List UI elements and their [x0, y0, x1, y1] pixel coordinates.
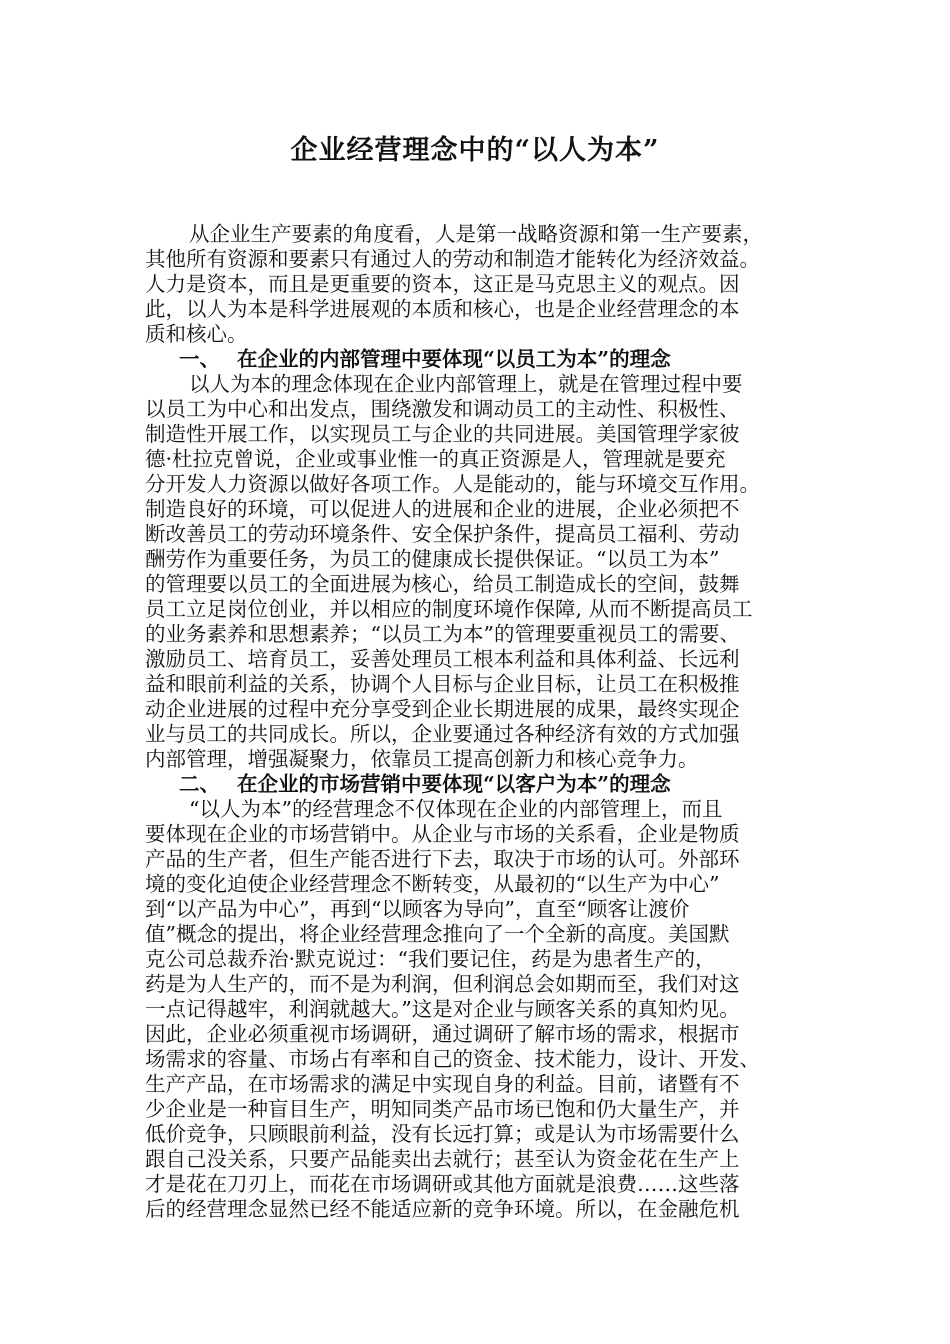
body-text-line: 的管理要以员工的全面进展为核心，给员工制造成长的空间，鼓舞 [145, 572, 740, 596]
body-text-line: 内部管理，增强凝聚力，依靠员工提高创新力和核心竞争力。 [145, 747, 699, 771]
body-text-line: 要体现在企业的市场营销中。从企业与市场的关系看，企业是物质 [145, 822, 740, 846]
body-text-line: 境的变化迫使企业经营理念不断转变，从最初的“以生产为中心” [145, 872, 720, 896]
body-text-line: 药是为人生产的，而不是为利润，但利润总会如期而至，我们对这 [145, 972, 740, 996]
body-text-line: 到“以产品为中心”，再到“以顾客为导向”，直至“顾客让渡价 [145, 897, 690, 921]
body-text-line: 克公司总裁乔治·默克说过：“我们要记住，药是为患者生产的， [145, 947, 716, 971]
body-text-line: 从企业生产要素的角度看，人是第一战略资源和第一生产要素， [189, 222, 763, 246]
body-text-line: 后的经营理念显然已经不能适应新的竞争环境。所以，在金融危机 [145, 1197, 740, 1221]
body-text-line: 员工立足岗位创业，并以相应的制度环境作保障, 从而不断提高员工 [145, 597, 753, 621]
body-text-line: 值”概念的提出，将企业经营理念推向了一个全新的高度。美国默 [145, 922, 730, 946]
body-text-line: 低价竞争，只顾眼前利益，没有长远打算；或是认为市场需要什么 [145, 1122, 740, 1146]
body-text-line: 其他所有资源和要素只有通过人的劳动和制造才能转化为经济效益。 [145, 247, 760, 271]
body-text-line: 一点记得越牢，利润就越大。”这是对企业与顾客关系的真知灼见。 [145, 997, 740, 1021]
body-text-line: 动企业进展的过程中充分享受到企业长期进展的成果，最终实现企 [145, 697, 740, 721]
body-text-line: 业与员工的共同成长。所以，企业要通过各种经济有效的方式加强 [145, 722, 740, 746]
document-title: 企业经营理念中的“以人为本” [290, 135, 660, 166]
body-text-line: 因此，企业必须重视市场调研，通过调研了解市场的需求，根据市 [145, 1022, 740, 1046]
body-text-line: 以人为本的理念体现在企业内部管理上，就是在管理过程中要 [189, 372, 743, 396]
body-text-line: 以员工为中心和出发点，围绕激发和调动员工的主动性、积极性、 [145, 397, 740, 421]
body-text-line: 质和核心。 [145, 322, 248, 346]
body-text-line: 分开发人力资源以做好各项工作。人是能动的，能与环境交互作用。 [145, 472, 760, 496]
body-text-line: 德·杜拉克曾说，企业或事业惟一的真正资源是人，管理就是要充 [145, 447, 726, 471]
body-text-line: 才是花在刀刃上，而花在市场调研或其他方面就是浪费……这些落 [145, 1172, 740, 1196]
body-text-line: 益和眼前利益的关系，协调个人目标与企业目标，让员工在积极推 [145, 672, 740, 696]
section-heading-text: 在企业的市场营销中要体现“以客户为本”的理念 [237, 772, 671, 796]
body-text-line: “以人为本”的经营理念不仅体现在企业的内部管理上，而且 [189, 797, 723, 821]
body-text-line: 激励员工、培育员工，妥善处理员工根本利益和具体利益、长远利 [145, 647, 740, 671]
document-body [145, 222, 835, 1222]
body-text-line: 的业务素养和思想素养；“以员工为本”的管理要重视员工的需要、 [145, 622, 740, 646]
body-text-line: 产品的生产者，但生产能否进行下去，取决于市场的认可。外部环 [145, 847, 740, 871]
body-text-line: 少企业是一种盲目生产，明知同类产品市场已饱和仍大量生产，并 [145, 1097, 740, 1121]
section-heading-number: 一、 [179, 347, 220, 371]
section-heading-text: 在企业的内部管理中要体现“以员工为本”的理念 [237, 347, 671, 371]
body-text-line: 酬劳作为重要任务，为员工的健康成长提供保证。“以员工为本” [145, 547, 720, 571]
body-text-line: 生产产品，在市场需求的满足中实现自身的利益。目前，诸暨有不 [145, 1072, 740, 1096]
section-heading-number: 二、 [179, 772, 220, 796]
body-text-line: 场需求的容量、市场占有率和自己的资金、技术能力，设计、开发、 [145, 1047, 760, 1071]
section-heading [145, 772, 835, 797]
body-text-line: 人力是资本，而且是更重要的资本，这正是马克思主义的观点。因 [145, 272, 740, 296]
section-heading [145, 347, 835, 372]
body-text-line: 跟自己没关系，只要产品能卖出去就行；甚至认为资金花在生产上 [145, 1147, 740, 1171]
body-text-line: 断改善员工的劳动环境条件、安全保护条件，提高员工福利、劳动 [145, 522, 740, 546]
body-text-line: 制造良好的环境，可以促进人的进展和企业的进展，企业必须把不 [145, 497, 740, 521]
body-text-line: 制造性开展工作，以实现员工与企业的共同进展。美国管理学家彼 [145, 422, 740, 446]
body-text-line: 此，以人为本是科学进展观的本质和核心，也是企业经营理念的本 [145, 297, 740, 321]
